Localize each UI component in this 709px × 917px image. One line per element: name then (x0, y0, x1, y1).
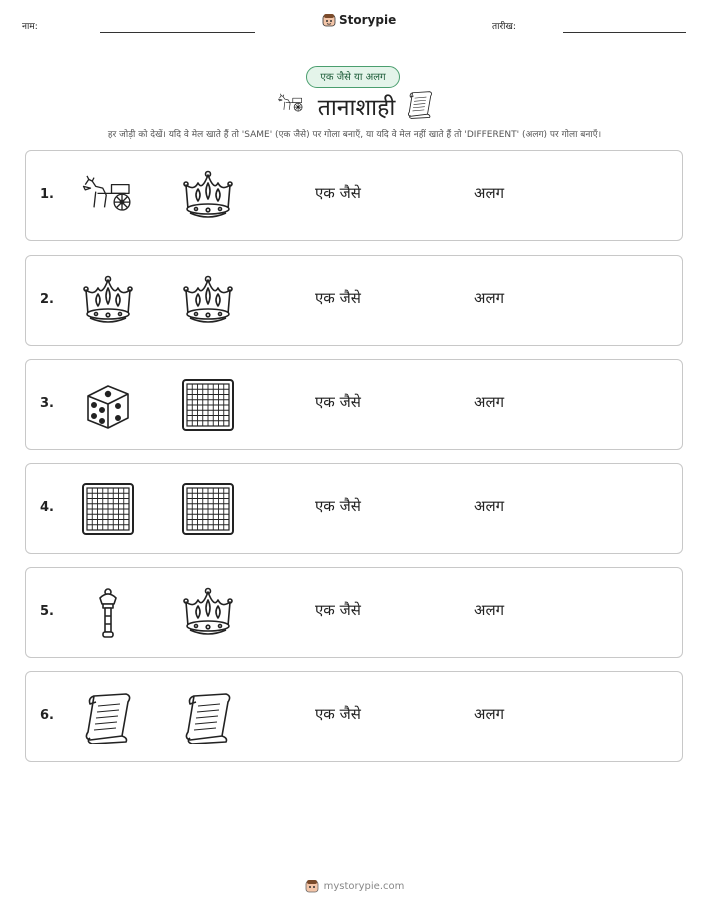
name-label: नाम: (22, 22, 38, 32)
scroll-icon (405, 88, 435, 124)
row-number: 1. (40, 187, 54, 202)
pair-row-2 (25, 255, 683, 346)
same-option[interactable]: एक जैसे (315, 184, 361, 202)
scepter-icon (80, 586, 136, 640)
same-option[interactable]: एक जैसे (315, 601, 361, 619)
crown-icon (180, 169, 236, 223)
crown-icon (80, 274, 136, 328)
footer (0, 879, 709, 893)
horse-carriage-icon (274, 92, 308, 120)
row-number: 6. (40, 708, 54, 723)
crown-icon (180, 586, 236, 640)
grid-board-icon (180, 378, 236, 432)
same-option[interactable]: एक जैसे (315, 289, 361, 307)
scroll-icon (180, 690, 236, 744)
same-option[interactable]: एक जैसे (315, 705, 361, 723)
horse-carriage-icon (80, 169, 136, 223)
footer-url[interactable]: mystorypie.com (323, 880, 405, 892)
pair-row-1 (25, 150, 683, 241)
different-option[interactable]: अलग (474, 184, 505, 202)
storypie-mascot-icon (305, 879, 319, 893)
different-option[interactable]: अलग (474, 393, 505, 411)
grid-board-icon (80, 482, 136, 536)
scroll-icon (80, 690, 136, 744)
row-number: 4. (40, 500, 54, 515)
row-number: 3. (40, 396, 54, 411)
date-line[interactable] (563, 32, 686, 33)
dice-icon (80, 378, 136, 432)
brand-logo (322, 13, 396, 27)
pair-row-6 (25, 671, 683, 762)
page-title: तानाशाही (317, 95, 396, 121)
same-option[interactable]: एक जैसे (315, 497, 361, 515)
storypie-mascot-icon (322, 13, 336, 27)
same-option[interactable]: एक जैसे (315, 393, 361, 411)
different-option[interactable]: अलग (474, 705, 505, 723)
instructions: हर जोड़ी को देखें। यदि वे मेल खाते हैं तो 'SAME' (एक जैसे) पर गोला बनाएँ, या यदि वे मेल नहीं खाते हैं तो 'DIFFERENT' (अलग) पर गोला बनाएँ। (107, 130, 602, 140)
grid-board-icon (180, 482, 236, 536)
name-line[interactable] (100, 32, 255, 33)
pair-row-5 (25, 567, 683, 658)
row-number: 2. (40, 292, 54, 307)
row-number: 5. (40, 604, 54, 619)
worksheet-type-badge: एक जैसे या अलग (306, 66, 400, 88)
title-row (0, 88, 709, 124)
date-label: तारीख: (492, 22, 516, 32)
pair-row-4 (25, 463, 683, 554)
pair-row-3 (25, 359, 683, 450)
different-option[interactable]: अलग (474, 497, 505, 515)
different-option[interactable]: अलग (474, 601, 505, 619)
brand-name: Storypie (339, 13, 397, 27)
different-option[interactable]: अलग (474, 289, 505, 307)
crown-icon (180, 274, 236, 328)
